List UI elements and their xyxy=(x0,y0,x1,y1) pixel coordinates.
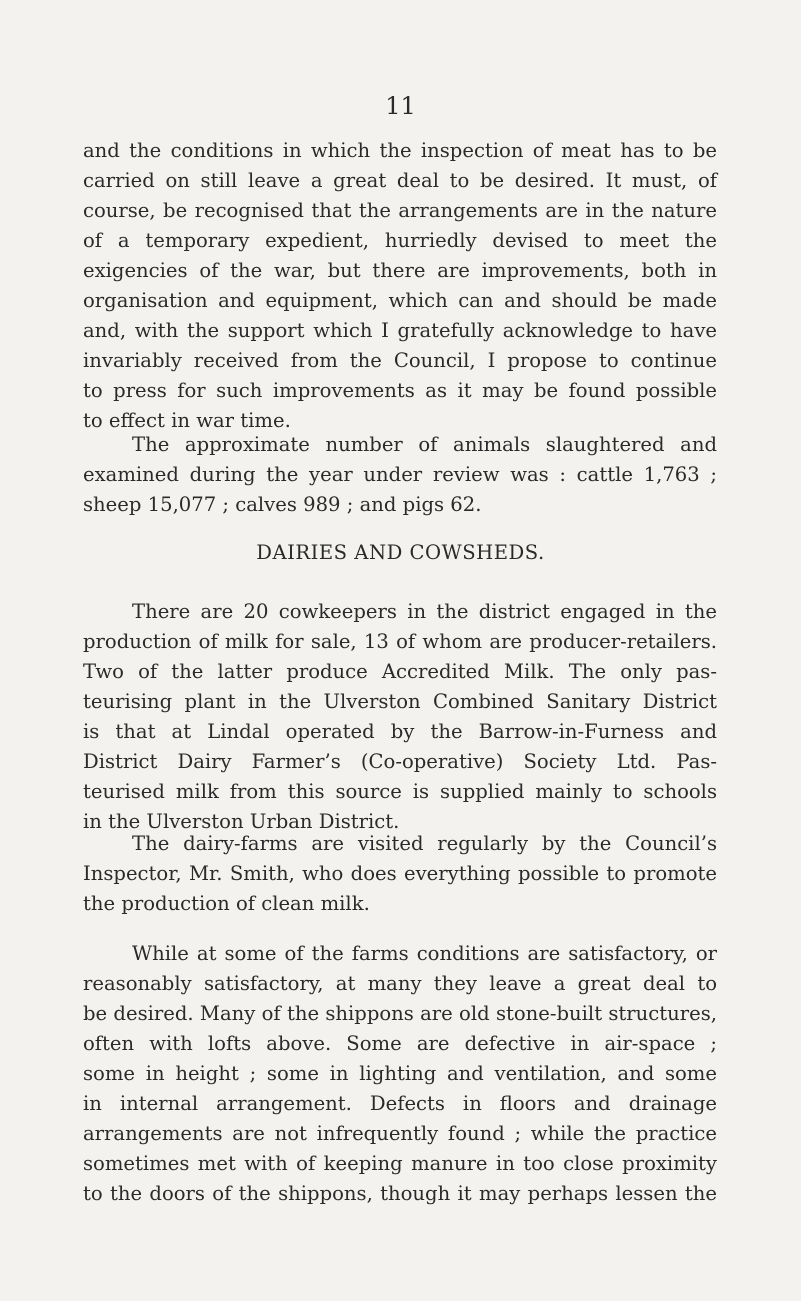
text-line: and, with the support which I gratefully acknowledge to have xyxy=(83,319,717,342)
text-line: be desired. Many of the shippons are old stone-built structures, xyxy=(83,1002,717,1025)
paragraph-dairy-farms xyxy=(83,829,717,919)
text-line: organisation and equipment, which can and should be made xyxy=(83,289,717,312)
text-line: exigencies of the war, but there are improvements, both in xyxy=(83,259,717,282)
text-line: sheep 15,077 ; calves 989 ; and pigs 62. xyxy=(83,493,482,516)
paragraph-farm-conditions xyxy=(83,939,717,1209)
text-line: The dairy-farms are visited regularly by the Council’s xyxy=(132,832,717,855)
text-line: arrangements are not infrequently found ; while the practice xyxy=(83,1122,717,1145)
text-line: While at some of the farms conditions are satisfactory, or xyxy=(132,942,717,965)
page-number: 11 xyxy=(385,92,416,120)
text-line: sometimes met with of keeping manure in too close proximity xyxy=(83,1152,717,1175)
text-line: the production of clean milk. xyxy=(83,892,370,915)
text-line: in internal arrangement. Defects in floors and drainage xyxy=(83,1092,717,1115)
paragraph-animals-slaughtered xyxy=(83,430,717,520)
text-line: of a temporary expedient, hurriedly devised to meet the xyxy=(83,229,717,252)
text-line: There are 20 cowkeepers in the district engaged in the xyxy=(132,600,717,623)
text-line: invariably received from the Council, I propose to continue xyxy=(83,349,717,372)
text-line: teurised milk from this source is supplied mainly to schools xyxy=(83,780,717,803)
text-line: often with lofts above. Some are defective in air-space ; xyxy=(83,1032,717,1055)
text-line: to effect in war time. xyxy=(83,409,291,432)
text-line: examined during the year under review was : cattle 1,763 ; xyxy=(83,463,717,486)
text-line: Inspector, Mr. Smith, who does everything possible to promote xyxy=(83,862,717,885)
text-line: reasonably satisfactory, at many they leave a great deal to xyxy=(83,972,717,995)
text-line: carried on still leave a great deal to be desired. It must, of xyxy=(83,169,717,192)
text-line: to the doors of the shippons, though it may perhaps lessen the xyxy=(83,1182,717,1205)
text-line: Two of the latter produce Accredited Milk. The only pas- xyxy=(83,660,717,683)
text-line: is that at Lindal operated by the Barrow-in-Furness and xyxy=(83,720,717,743)
text-line: and the conditions in which the inspection of meat has to be xyxy=(83,139,717,162)
paragraph-meat-inspection xyxy=(83,136,717,436)
section-heading: DAIRIES AND COWSHEDS. xyxy=(256,541,545,564)
text-line: some in height ; some in lighting and ventilation, and some xyxy=(83,1062,717,1085)
text-line: District Dairy Farmer’s (Co-operative) Society Ltd. Pas- xyxy=(83,750,717,773)
paragraph-cowkeepers xyxy=(83,597,717,837)
text-line: The approximate number of animals slaughtered and xyxy=(132,433,717,456)
text-line: in the Ulverston Urban District. xyxy=(83,810,400,833)
text-line: course, be recognised that the arrangements are in the nature xyxy=(83,199,717,222)
text-line: teurising plant in the Ulverston Combined Sanitary District xyxy=(83,690,717,713)
text-line: to press for such improvements as it may be found possible xyxy=(83,379,717,402)
text-line: production of milk for sale, 13 of whom are producer-retailers. xyxy=(83,630,717,653)
